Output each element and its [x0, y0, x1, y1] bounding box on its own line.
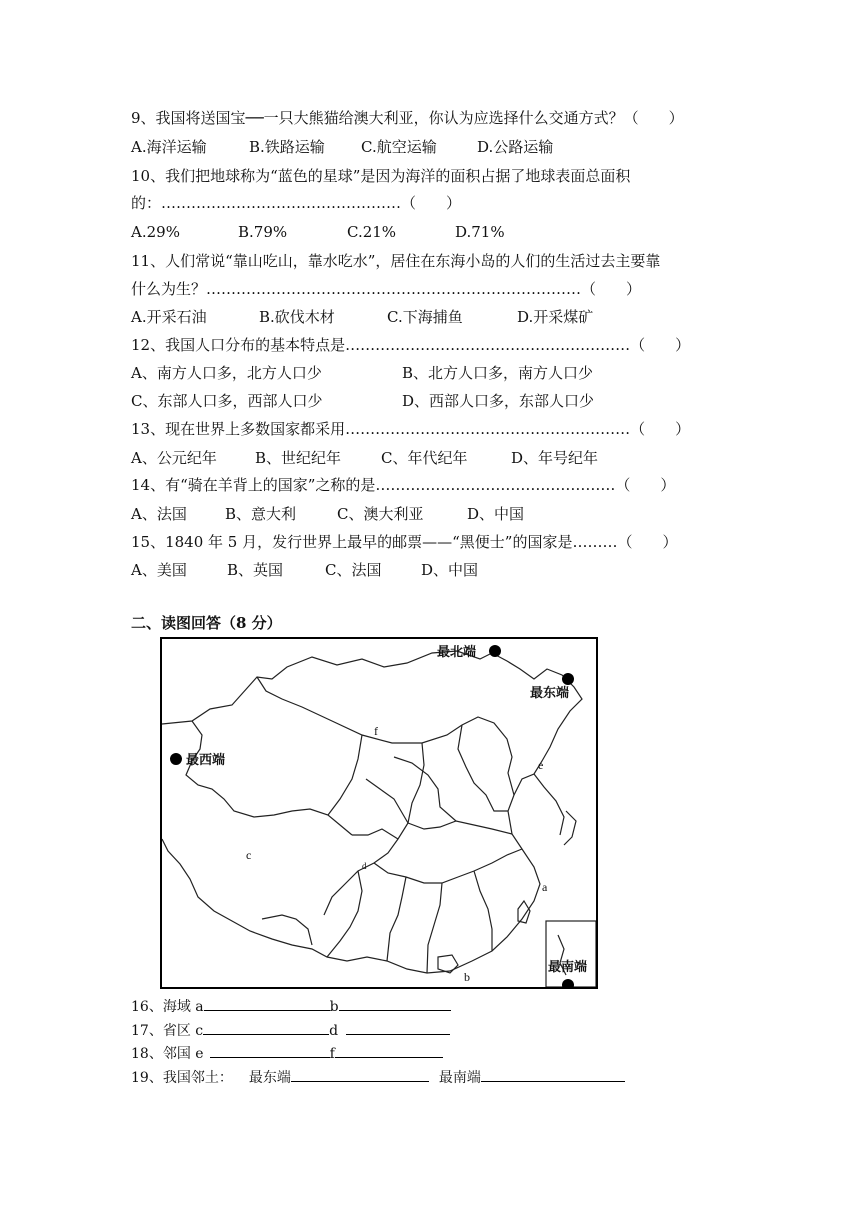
question-9-stem: 9、我国将送国宝──一只大熊猫给澳大利亚，你认为应选择什么交通方式？（ ） — [131, 109, 684, 127]
map-label-e: e — [538, 758, 544, 772]
answer-prefix: 16、海域 — [131, 999, 196, 1015]
option-b: B、意大利 — [225, 505, 297, 523]
question-11-stem: 11、人们常说“靠山吃山，靠水吃水”，居住在东海小岛的人们的生活过去主要靠 — [131, 252, 661, 270]
map-label-a: a — [542, 880, 548, 894]
map-markers — [170, 645, 574, 987]
northmost-label: 最北端 — [437, 644, 477, 659]
answer-label-d: d — [329, 1023, 339, 1039]
question-13-stem: 13、现在世界上多数国家都采用…………………………………………………（ ） — [131, 420, 691, 438]
answer-blank-e[interactable] — [210, 1043, 330, 1058]
question-13-options — [131, 448, 731, 468]
answer-18 — [131, 1043, 731, 1064]
northmost-point-marker — [489, 645, 501, 657]
question-12-stem: 12、我国人口分布的基本特点是…………………………………………………（ ） — [131, 336, 691, 354]
option-b: B、北方人口多，南方人口少 — [402, 364, 594, 382]
southmost-label: 最南端 — [548, 959, 588, 974]
answer-blank-c[interactable] — [203, 1020, 329, 1035]
question-15-stem: 15、1840 年 5 月，发行世界上最早的邮票——“黑便士”的国家是………（ ） — [131, 533, 678, 551]
option-a: A.29% — [131, 223, 180, 241]
answer-blank-f[interactable] — [335, 1043, 443, 1058]
option-b: B、世纪纪年 — [255, 449, 342, 467]
answer-label-b: b — [329, 999, 339, 1015]
eastmost-point-marker — [562, 673, 574, 685]
map-label-f: f — [374, 724, 378, 738]
question-10-options — [131, 222, 731, 242]
answer-blank-east[interactable] — [291, 1067, 429, 1082]
answer-label-f: f — [329, 1046, 335, 1062]
question-15-options — [131, 560, 731, 580]
question-10-stem: 10、我们把地球称为“蓝色的星球”是因为海洋的面积占据了地球表面总面积 — [131, 167, 631, 185]
answer-blank-b[interactable] — [339, 996, 451, 1011]
westmost-point-marker — [170, 753, 182, 765]
map-label-c: c — [246, 848, 252, 862]
map-extreme-labels — [186, 644, 587, 974]
option-c: C、法国 — [325, 561, 382, 579]
option-c: C、东部人口多，西部人口少 — [131, 392, 323, 410]
option-c: C、澳大利亚 — [337, 505, 424, 523]
map-label-d: d — [362, 861, 367, 871]
answer-prefix: 17、省区 — [131, 1023, 196, 1039]
question-10-stem-cont: 的：…………………………………………（ ） — [131, 194, 462, 212]
question-11-stem-cont: 什么为生？…………………………………………………………………（ ） — [131, 280, 642, 298]
option-a: A、南方人口多，北方人口少 — [131, 364, 322, 382]
answer-19 — [131, 1067, 731, 1088]
option-c: C.下海捕鱼 — [387, 308, 463, 326]
map-label-b: b — [464, 970, 470, 984]
option-d: D.公路运输 — [477, 138, 554, 156]
option-d: D.开采煤矿 — [517, 308, 594, 326]
option-c: C.21% — [347, 223, 397, 241]
question-11-options — [131, 307, 731, 327]
question-14-options — [131, 504, 731, 524]
option-c: C.航空运输 — [361, 138, 437, 156]
westmost-label: 最西端 — [186, 752, 226, 767]
southmost-point-marker — [562, 979, 574, 987]
answer-blank-south[interactable] — [481, 1067, 625, 1082]
answer-label-south: 最南端 — [438, 1070, 481, 1086]
option-a: A、美国 — [131, 561, 187, 579]
option-d: D、西部人口多，东部人口少 — [402, 392, 595, 410]
option-b: B.79% — [238, 223, 288, 241]
eastmost-label: 最东端 — [530, 685, 570, 700]
map-drawing — [162, 639, 596, 987]
option-d: D、中国 — [467, 505, 525, 523]
china-outline-map — [160, 637, 598, 989]
option-a: A、公元纪年 — [131, 449, 217, 467]
answer-17 — [131, 1020, 731, 1041]
option-d: D.71% — [455, 223, 505, 241]
answer-label-a: a — [195, 999, 204, 1015]
answer-label-e: e — [195, 1046, 204, 1062]
answer-label-c: c — [195, 1023, 204, 1039]
question-12-options-row1 — [131, 363, 731, 383]
answer-blank-d[interactable] — [346, 1020, 450, 1035]
option-d: D、年号纪年 — [511, 449, 599, 467]
answer-label-east: 最东端 — [248, 1070, 291, 1086]
option-b: B、英国 — [227, 561, 284, 579]
option-a: A.海洋运输 — [131, 138, 207, 156]
option-a: A、法国 — [131, 505, 187, 523]
section-2-title: 二、读图回答（8 分） — [131, 614, 282, 632]
option-b: B.铁路运输 — [249, 138, 325, 156]
answer-prefix: 19、我国邻土： — [131, 1070, 233, 1086]
option-b: B.砍伐木材 — [259, 308, 335, 326]
question-12-options-row2 — [131, 391, 731, 411]
answer-prefix: 18、邻国 — [131, 1046, 196, 1062]
option-d: D、中国 — [421, 561, 479, 579]
option-a: A.开采石油 — [131, 308, 207, 326]
option-c: C、年代纪年 — [381, 449, 468, 467]
answer-blank-a[interactable] — [204, 996, 330, 1011]
question-14-stem: 14、有“骑在羊背上的国家”之称的是…………………………………………（ ） — [131, 476, 676, 494]
map-borders — [162, 651, 596, 987]
question-9-options — [131, 137, 731, 157]
answer-16 — [131, 996, 731, 1017]
